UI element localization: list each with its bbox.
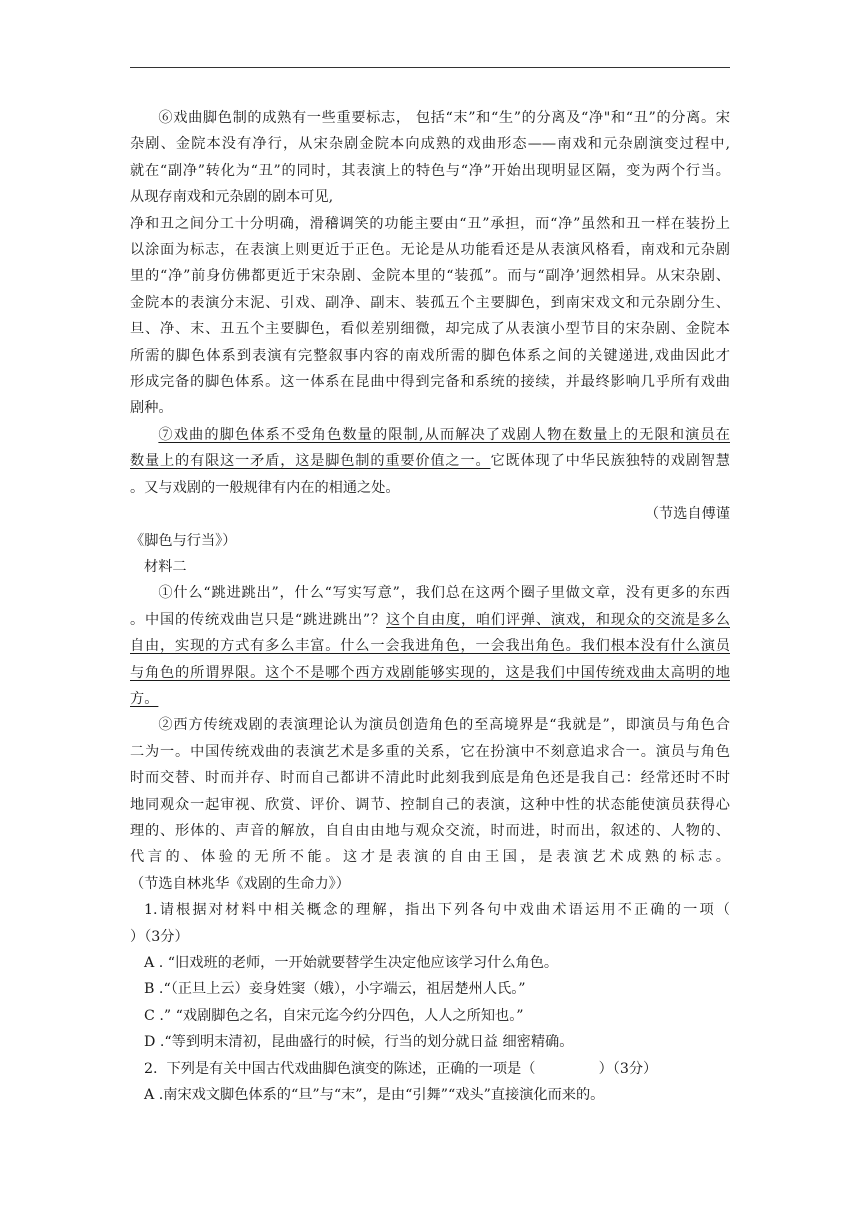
para-7-line — [130, 422, 730, 448]
m2-para-1-text: 。中国的传统戏曲岂只是“跳进跳出”？ — [130, 611, 386, 628]
para-6-line: 形成完备的脚色体系。这一体系在昆曲中得到完备和系统的接续，并最终影响几乎所有戏曲 — [130, 374, 730, 391]
article-body — [130, 105, 730, 1108]
para-6-line: 旦、净、末、丑五个主要脚色，看似差别细微，却完成了从表演小型节目的宋杂剧、金院本 — [130, 321, 730, 338]
question-1-option-d: D .“等到明末清初，昆曲盛行的时候，行当的划分就日益 细密精确。 — [144, 1034, 574, 1051]
m2-para-2-line: 地同观众一起审视、欣赏、评价、调节、控制自己的表演，这种中性的状态能使演员获得心 — [130, 796, 730, 813]
question-1-option-c: C .” “戏剧脚色之名，自宋元迄今约分四色，人人之所知也。” — [144, 1007, 524, 1024]
para-7-line: 。又与戏剧的一般规律有内在的相通之处。 — [130, 479, 400, 496]
m2-para-1-line — [130, 633, 730, 659]
para-7-line — [130, 448, 730, 474]
para-6-line: 金院本的表演分末泥、引戏、副净、副末、装孤五个主要脚色，到南宋戏文和元杂剧分生、 — [130, 294, 730, 311]
question-1-stem: 1.请根据对材料中相关概念的理解，指出下列各句中戏曲术语运用不正确的一项（ — [144, 902, 730, 919]
para-6-line: 就在“副净”转化为“丑”的同时，其表演上的特色与“净”开始出现明显区隔，变为两个行当。 — [130, 162, 730, 179]
m2-para-2-line: ②西方传统戏剧的表演理论认为演员创造角色的至高境界是“我就是”，即演员与角色合 — [158, 717, 730, 734]
question-2-option-a: A .南宋戏文脚色体系的“旦”与“末”，是由“引舞”“戏头”直接演化而来的。 — [144, 1087, 605, 1104]
question-1-option-b: B .“（正旦上云）妾身姓窦（娥），小字端云，祖居楚州人氏。” — [144, 981, 526, 998]
source-citation: （节选自傅谨 — [644, 506, 730, 523]
para-6-line: 剧种。 — [130, 400, 173, 417]
underlined-text: 自由，实现的方式有多么丰富。什么一会我进角色，一会我出角色。我们根本没有什么演员 — [130, 638, 730, 655]
question-1-stem: ）（3分） — [130, 928, 189, 945]
para-6-line: 从现存南戏和元杂剧的剧本可见, — [130, 189, 334, 206]
para-7-text: 它既体现了中华民族独特的戏剧智慧 — [490, 453, 730, 470]
m2-para-1-line — [130, 660, 730, 686]
para-6-line: 以涂面为标志，在表演上则更近于正色。无论是从功能看还是从表演风格看，南戏和元杂剧 — [130, 242, 730, 259]
para-6-line: ⑥戏曲脚色制的成熟有一些重要标志， 包括“末”和“生”的分离及“净"和“丑”的分离。宋 — [158, 110, 730, 126]
m2-para-1-line — [130, 607, 730, 633]
source-citation: 《脚色与行当》） — [130, 532, 237, 549]
para-6-line: 净和丑之间分工十分明确，滑稽调笑的功能主要由“丑”承担，而“净”虽然和丑一样在装扮上 — [130, 215, 730, 232]
m2-para-2-line: 代言的、体验的无所不能。这才是表演的自由王国，是表演艺术成熟的标志。 — [130, 849, 730, 866]
m2-para-2-line: 理的、形体的、声音的解放，自自由由地与观众交流，时而进，时而出，叙述的、人物的、 — [130, 822, 730, 839]
m2-para-2-line: 时而交替、时而并存、时而自己都讲不清此时此刻我到底是角色还是我自己：经常还时不时 — [130, 770, 730, 787]
question-2-stem: 2. 下列是有关中国古代戏曲脚色演变的陈述，正确的一项是（ ）（3分） — [144, 1060, 658, 1077]
underlined-text: ⑦戏曲的脚色体系不受角色数量的限制,从而解决了戏剧人物在数量上的无限和演员在 — [158, 426, 730, 443]
para-6-line: 所需的脚色体系到表演有完整叙事内容的南戏所需的脚色体系之间的关键递进,戏曲因此才 — [130, 347, 730, 364]
m2-para-2-line: 二为一。中国传统戏曲的表演艺术是多重的关系，它在扮演中不刻意追求合一。演员与角色 — [130, 743, 730, 760]
m2-para-1-line — [130, 686, 730, 712]
underlined-text: 与角色的所谓界限。这个不是哪个西方戏剧能够实现的，这是我们中国传统戏曲太高明的地 — [130, 664, 730, 681]
question-1-option-a: A . “旧戏班的老师，一开始就要替学生决定他应该学习什么角色。 — [144, 955, 559, 971]
underlined-text: 方。 — [130, 690, 159, 707]
material-heading: 材料二 — [144, 558, 187, 575]
para-6-line: 里的“净”前身仿佛都更近于宋杂剧、金院本里的“装孤”。而与“副净’迥然相异。从宋杂剧、 — [130, 268, 730, 285]
header-rule — [130, 67, 730, 68]
source-citation: （节选自林兆华《戏剧的生命力》） — [130, 875, 350, 892]
underlined-text: 数量上的有限这一矛盾，这是脚色制的重要价值之一。 — [130, 453, 491, 470]
underlined-text: 这个自由度，咱们评弹、演戏，和现众的交流是多么 — [385, 611, 730, 628]
m2-para-1-line: ①什么“跳进跳出”，什么“写实写意”，我们总在这两个圈子里做文章，没有更多的东西 — [158, 585, 730, 602]
para-6-line: 杂剧、金院本没有净行，从宋杂剧金院本向成熟的戏曲形态——南戏和元杂剧演变过程中, — [130, 136, 730, 153]
